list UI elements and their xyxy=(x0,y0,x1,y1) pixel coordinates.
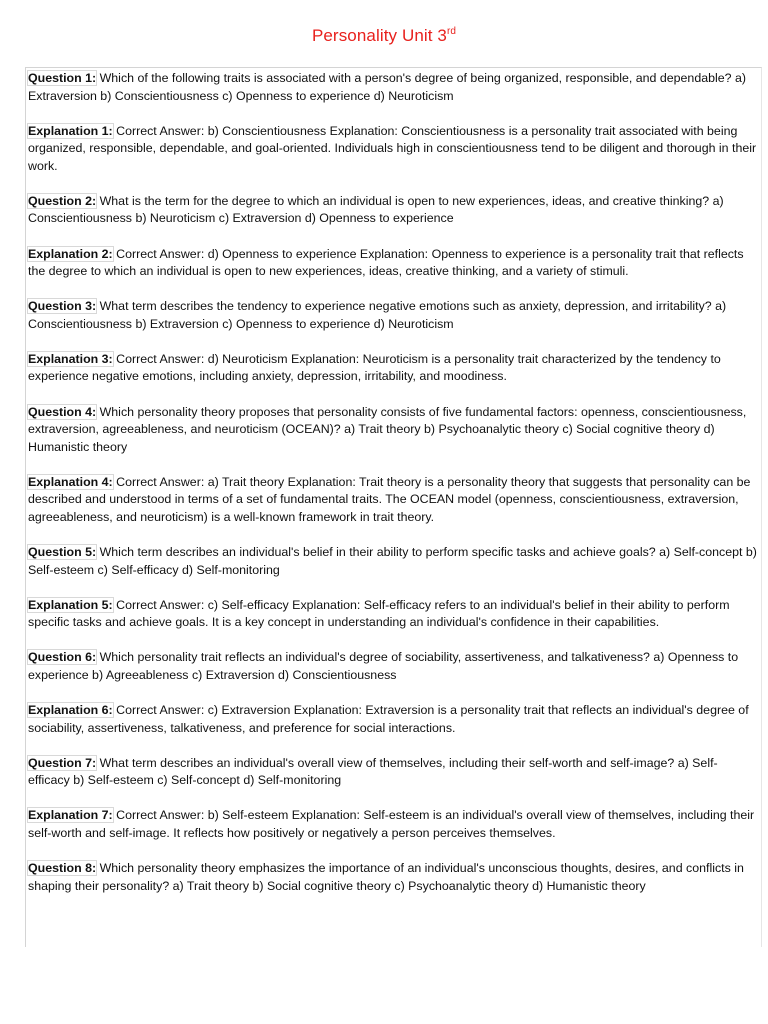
question-item xyxy=(28,755,758,790)
explanation-text: Correct Answer: b) Self-esteem Explanation: Self-esteem is an individual's overall view of themselves, including their self-worth and self-image. It reflects how positively or negatively a person perceives themselves. xyxy=(28,808,755,840)
question-label: Question 1: xyxy=(28,71,97,85)
explanation-text: Correct Answer: d) Openness to experience Explanation: Openness to experience is a personality trait that reflects the degree to which an individual is open to new experiences, ideas, creative thinking, and a variety of stimuli. xyxy=(28,246,744,279)
document-title xyxy=(0,26,768,46)
question-label: Question 2: xyxy=(28,193,97,208)
explanation-item xyxy=(28,474,758,527)
explanation-label: Explanation 4: xyxy=(28,474,113,489)
explanation-item xyxy=(28,351,758,386)
question-text: Which of the following traits is associated with a person's degree of being organized, responsible, and dependable? a) Extraversion b) Conscientiousness c) Openness to experience d) Neuroticism xyxy=(28,71,746,103)
explanation-item xyxy=(28,807,758,842)
title-text: Personality Unit 3 xyxy=(311,26,447,45)
explanation-text: Correct Answer: b) Conscientiousness Explanation: Conscientiousness is a personality trait associated with being organized, responsible, dependable, and goal-oriented. Individuals high in conscientiousness tend to be diligent and thorough in their work. xyxy=(28,123,757,173)
question-text: What term describes an individual's overall view of themselves, including their self-worth and self-image? a) Self-efficacy b) Self-esteem c) Self-concept d) Self-monitoring xyxy=(28,755,718,788)
explanation-label: Explanation 2: xyxy=(28,246,113,261)
question-label: Question 6: xyxy=(28,650,97,665)
explanation-label: Explanation 3: xyxy=(28,351,113,366)
explanation-item xyxy=(28,123,758,176)
question-item xyxy=(28,70,758,105)
explanation-label: Explanation 6: xyxy=(28,703,113,718)
explanation-text: Correct Answer: d) Neuroticism Explanation: Neuroticism is a personality trait characterized by the tendency to experience negative emotions, including anxiety, depression, irritability, and moodiness. xyxy=(28,351,721,384)
question-item xyxy=(28,404,758,457)
question-label: Question 7: xyxy=(28,755,97,770)
question-item xyxy=(28,298,758,333)
explanation-label: Explanation 1: xyxy=(28,123,113,138)
qa-list xyxy=(28,70,758,913)
question-label: Question 3: xyxy=(28,299,97,314)
question-item xyxy=(28,544,758,579)
title-superscript: rd xyxy=(446,26,457,37)
question-label: Question 8: xyxy=(28,861,97,876)
question-label: Question 5: xyxy=(28,545,97,559)
explanation-text: Correct Answer: a) Trait theory Explanation: Trait theory is a personality theory that suggests that personality can be described and understood in terms of a set of fundamental traits. The OCEAN model (openness, conscientiousness, extraversion, agreeableness, and neuroticism) is a well-known framework in trait theory. xyxy=(28,474,751,524)
question-text: What term describes the tendency to experience negative emotions such as anxiety, depression, and irritability? a) Conscientiousness b) Extraversion c) Openness to experience d) Neuroticism xyxy=(28,299,727,331)
explanation-text: Correct Answer: c) Self-efficacy Explanation: Self-efficacy refers to an individual's belief in their ability to perform specific tasks and achieve goals. It is a key concept in understanding an individual's confidence in their capabilities. xyxy=(28,597,730,630)
explanation-item xyxy=(28,246,758,281)
explanation-label: Explanation 5: xyxy=(28,597,113,612)
question-item xyxy=(28,860,758,895)
question-item xyxy=(28,649,758,684)
question-item xyxy=(28,193,758,228)
question-text: Which personality trait reflects an individual's degree of sociability, assertiveness, and talkativeness? a) Openness to experience b) Agreeableness c) Extraversion d) Conscientiousness xyxy=(28,650,739,682)
question-label: Question 4: xyxy=(28,404,97,419)
explanation-label: Explanation 7: xyxy=(28,808,113,823)
explanation-item xyxy=(28,702,758,737)
question-text: What is the term for the degree to which an individual is open to new experiences, ideas, and creative thinking? a) Conscientiousness b) Neuroticism c) Extraversion d) Openness to experience xyxy=(28,193,724,226)
question-text: Which personality theory proposes that personality consists of five fundamental factors: openness, conscientiousness, extraversion, agreeableness, and neuroticism (OCEAN)? a) Trait theory b) Psychoanalytic theory c) Social cognitive theory d) Humanistic theory xyxy=(28,404,747,454)
explanation-item xyxy=(28,597,758,632)
explanation-text: Correct Answer: c) Extraversion Explanation: Extraversion is a personality trait that reflects an individual's degree of sociability, assertiveness, talkativeness, and preference for social interactions. xyxy=(28,703,749,735)
question-text: Which personality theory emphasizes the importance of an individual's unconscious thoughts, desires, and conflicts in shaping their personality? a) Trait theory b) Social cognitive theory c) Psychoanalytic theory d) Humanistic theory xyxy=(28,861,744,893)
question-text: Which term describes an individual's belief in their ability to perform specific tasks and achieve goals? a) Self-concept b) Self-esteem c) Self-efficacy d) Self-monitoring xyxy=(28,545,757,577)
